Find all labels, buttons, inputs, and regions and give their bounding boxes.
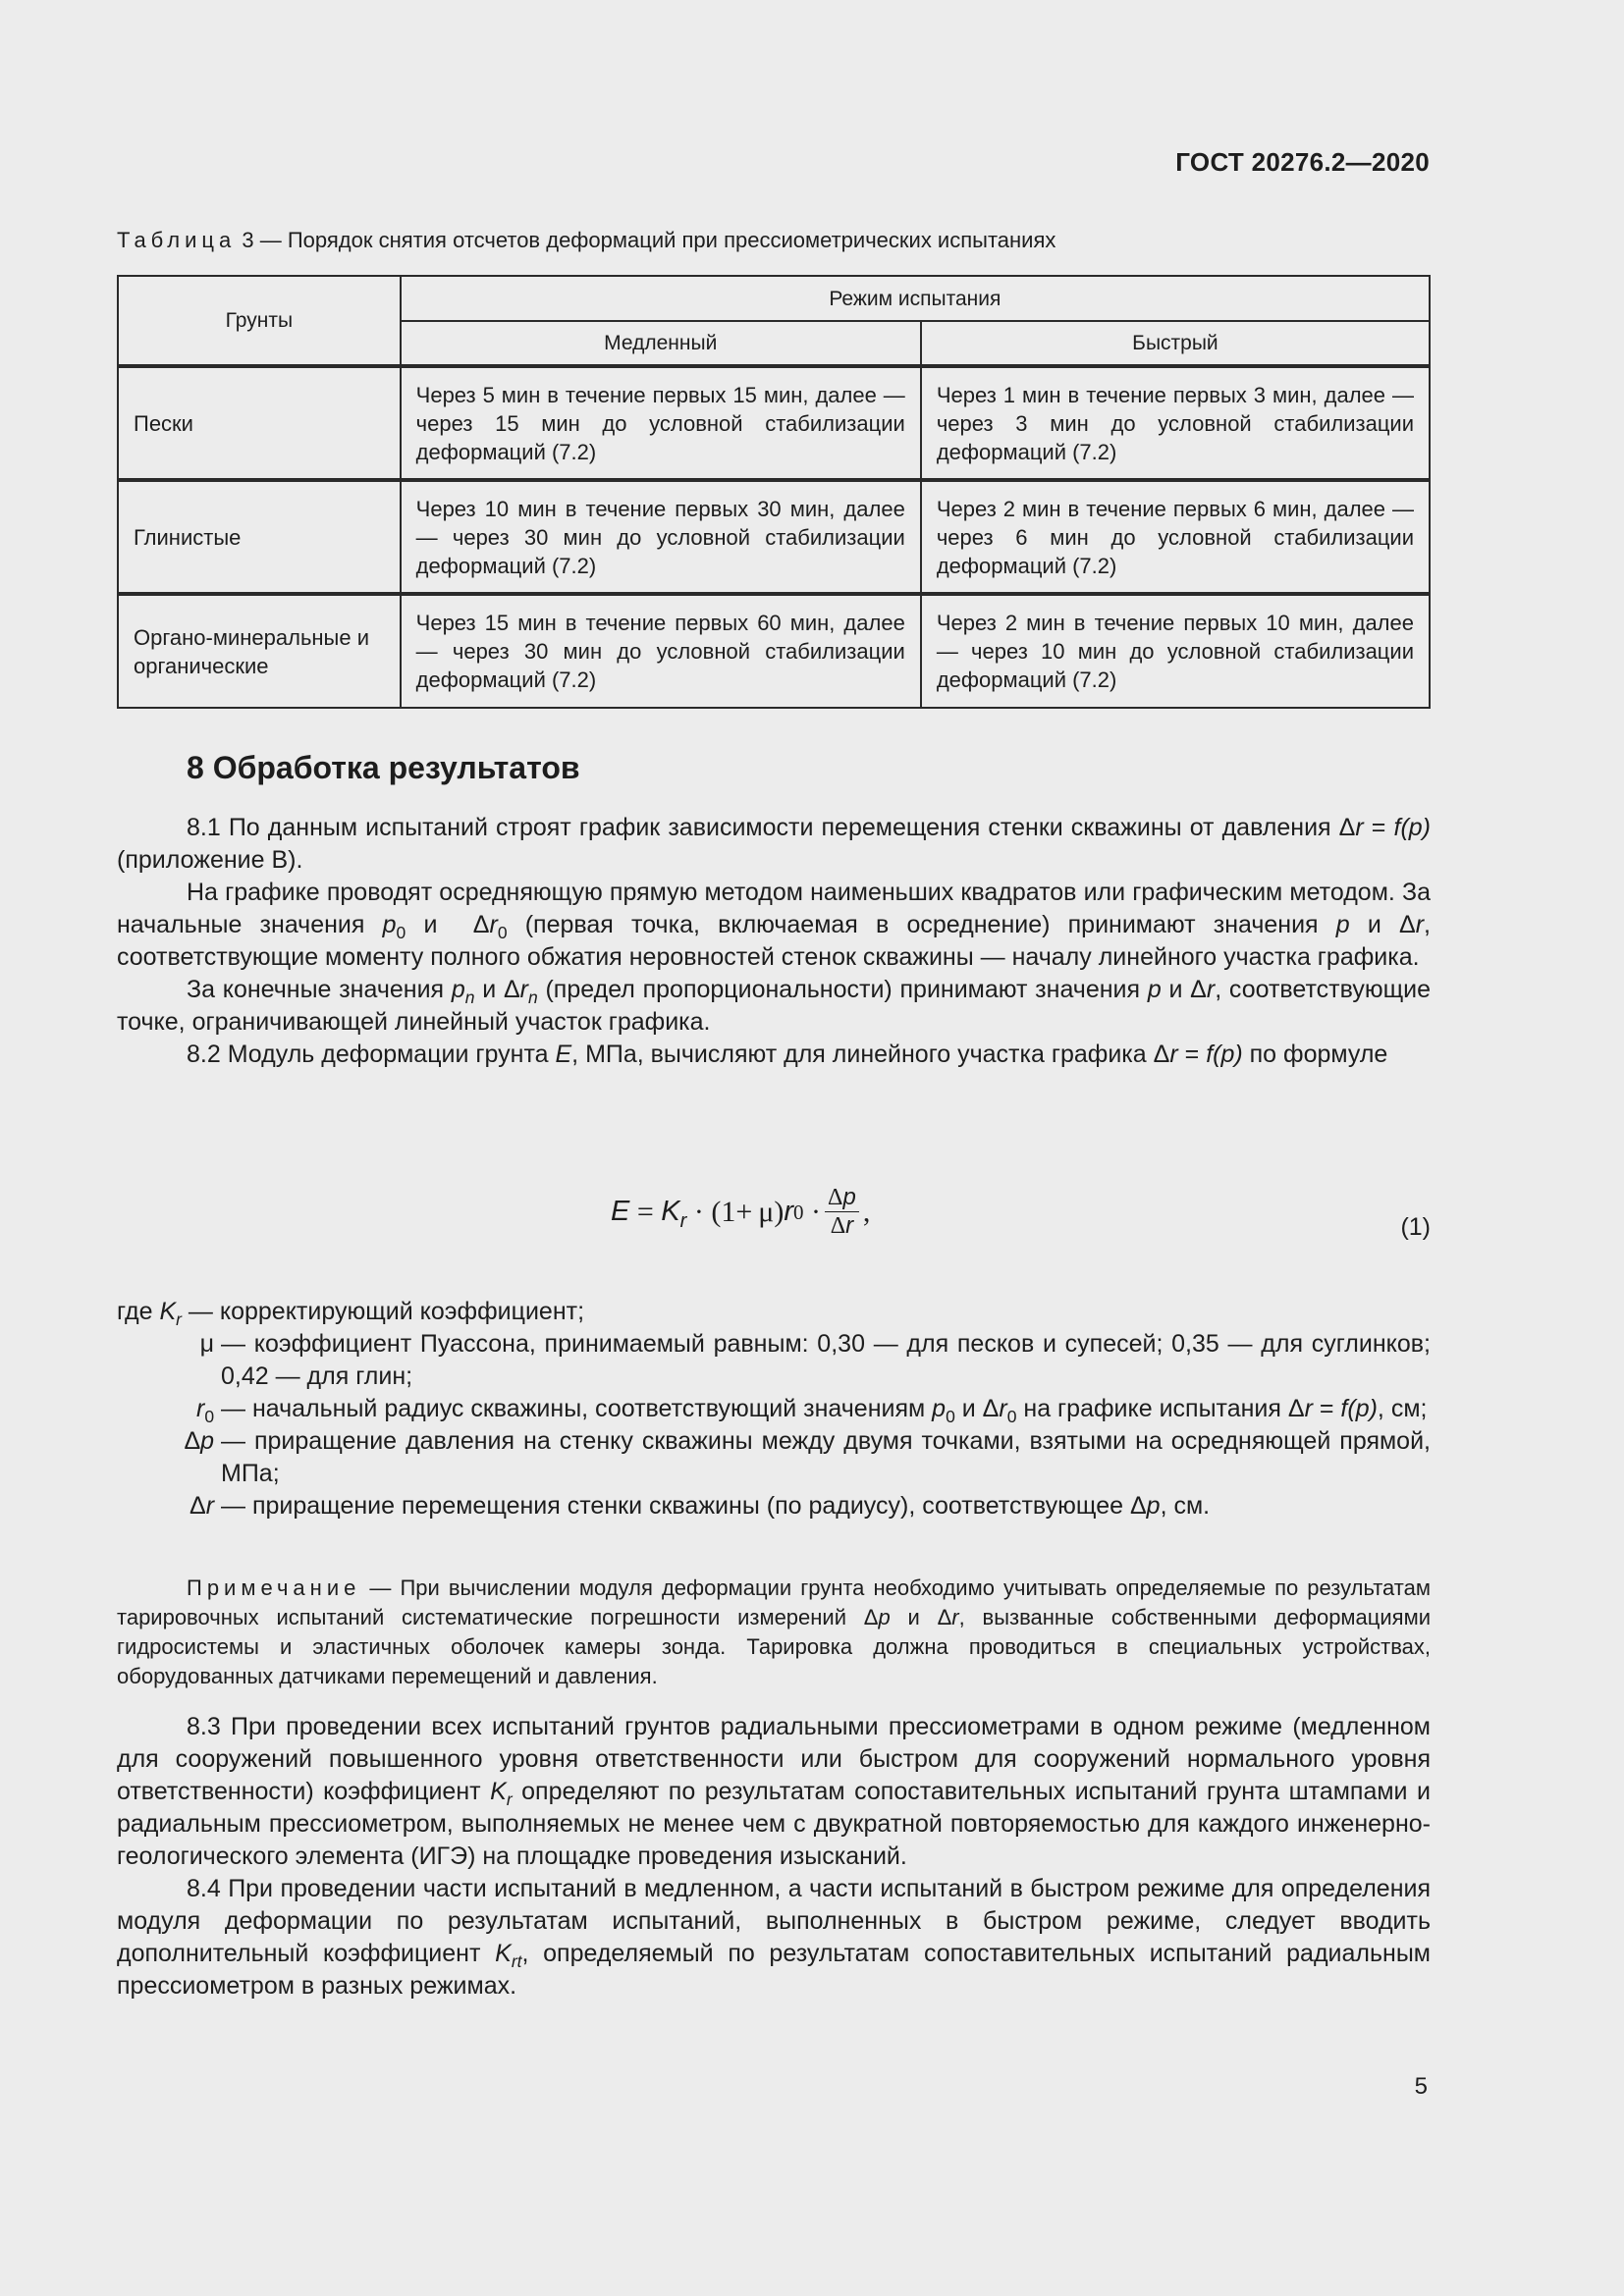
header-soils: Грунты: [118, 276, 401, 366]
paragraph-8-1: 8.1 По данным испытаний строят график зависимости перемещения стенки скважины от давления Δr = f(p) (приложение В).: [117, 814, 1431, 874]
paragraph-final-values: За конечные значения $p_n$ и $\Delta r_n$ (предел пропорциональности) принимают значения p и Δr, соответствующие точке, ограничивающей линейный участок графика.: [117, 976, 1432, 1036]
note-label: Примечание: [187, 1575, 361, 1600]
definition-dp: Δp — приращение давления на стенку скважины между двумя точками, взятыми на осредняющей прямой, МПа;: [184, 1427, 1431, 1487]
fast-mode-cell: Через 2 мин в течение первых 10 мин, далее — через 10 мин до условной стабилизации деформаций (7.2): [921, 594, 1430, 708]
slow-mode-cell: Через 5 мин в течение первых 15 мин, далее — через 15 мин до условной стабилизации деформаций (7.2): [401, 366, 921, 480]
note-block: Примечание — При вычислении модуля деформации грунта необходимо учитывать определяемые по результатам тарировочных испытаний систематические погрешности измерений Δp и Δr, вызванные собственными деформациями гидросистемы и эластичных оболочек камеры зонда. Тарировка должна проводиться в специальных устройствах, оборудованных датчиками перемещений и давления.: [117, 1575, 1432, 1688]
soil-name: Пески: [118, 366, 401, 480]
slow-mode-cell: Через 15 мин в течение первых 60 мин, далее — через 30 мин до условной стабилизации деформаций (7.2): [401, 594, 921, 708]
table-caption-text: 3 — Порядок снятия отсчетов деформаций при прессиометрических испытаниях: [242, 228, 1056, 252]
definition-dr: Δr — приращение перемещения стенки скважины (по радиусу), соответствующее Δp, см.: [189, 1492, 1211, 1520]
header-test-mode: Режим испытания: [401, 276, 1430, 321]
header-fast: Быстрый: [921, 321, 1430, 366]
formula-number: (1): [1400, 1213, 1431, 1241]
deformation-reading-table: [117, 275, 1431, 709]
page-number: 5: [1414, 2073, 1428, 2100]
table-caption: [117, 228, 1056, 253]
section-body-top: [117, 812, 1431, 1071]
slow-mode-cell: Через 10 мин в течение первых 30 мин, далее — через 30 мин до условной стабилизации деформаций (7.2): [401, 480, 921, 594]
definition-mu: μ — коэффициент Пуассона, принимаемый равным: 0,30 — для песков и супесей; 0,35 — для суглинков; 0,42 — для глин;: [199, 1330, 1431, 1390]
table-row: [118, 594, 1430, 708]
soil-name: Органо-минеральные и органические: [118, 594, 401, 708]
formula-1: E = $K_r$ · (1+ μ) r 0 · $\frac{\Delta p}{\Delta r}$ ,: [611, 1184, 871, 1239]
soil-name: Глинистые: [118, 480, 401, 594]
formula-definitions: [117, 1296, 1431, 1522]
definition-kr: где $K_r$ — корректирующий коэффициент;: [117, 1298, 585, 1330]
table-row: [118, 480, 1430, 594]
paragraph-8-2: 8.2 Модуль деформации грунта E, МПа, вычисляют для линейного участка графика Δr = f(p) по формуле: [187, 1041, 1388, 1068]
paragraph-8-3: 8.3 При проведении всех испытаний грунтов радиальными прессиометрами в одном режиме (медленном для сооружений повышенного уровня ответственности или быстром для сооружений нормального уровня ответственности) коэффициент $K_r$ определяют по результатам сопоставительных испытаний грунта штампами и радиальным прессиометром, выполняемых не менее чем с двукратной повторяемостью для каждого инженерно-геологического элемента (ИГЭ) на площадке проведения изысканий.: [117, 1713, 1432, 1870]
table-row: [118, 366, 1430, 480]
document-code: ГОСТ 20276.2—2020: [1175, 147, 1430, 177]
section-body-bottom: [117, 1711, 1431, 2002]
fast-mode-cell: Через 1 мин в течение первых 3 мин, далее — через 3 мин до условной стабилизации деформаций (7.2): [921, 366, 1430, 480]
section-heading: 8 Обработка результатов: [187, 750, 580, 785]
formula-fraction: $\frac{\Delta p}{\Delta r}$: [825, 1184, 859, 1240]
definition-r0: $r_0$ — начальный радиус скважины, соответствующий значениям $p_0$ и $\Delta r_0$ на графике испытания Δr = f(p), см;: [195, 1395, 1428, 1427]
table-caption-label: Таблица: [117, 228, 237, 252]
header-slow: Медленный: [401, 321, 921, 366]
fast-mode-cell: Через 2 мин в течение первых 6 мин, далее — через 6 мин до условной стабилизации деформаций (7.2): [921, 480, 1430, 594]
paragraph-8-4: 8.4 При проведении части испытаний в медленном, а части испытаний в быстром режиме для определения модуля деформации по результатам испытаний, выполненных в быстром режиме, следует вводить дополнительный коэффициент $K_{rt}$, определяемый по результатам сопоставительных испытаний радиальным прессиометром в разных режимах.: [117, 1875, 1431, 2000]
formula-line: [117, 1184, 1431, 1253]
paragraph-graph: На графике проводят осредняющую прямую методом наименьших квадратов или графическим методом. За начальные значения $p_0$ и $\Delta r_0$ (первая точка, включаемая в осреднение) принимают значения p и Δr, соответствующие моменту полного обжатия неровностей стенок скважины — началу линейного участка графика.: [117, 879, 1431, 971]
